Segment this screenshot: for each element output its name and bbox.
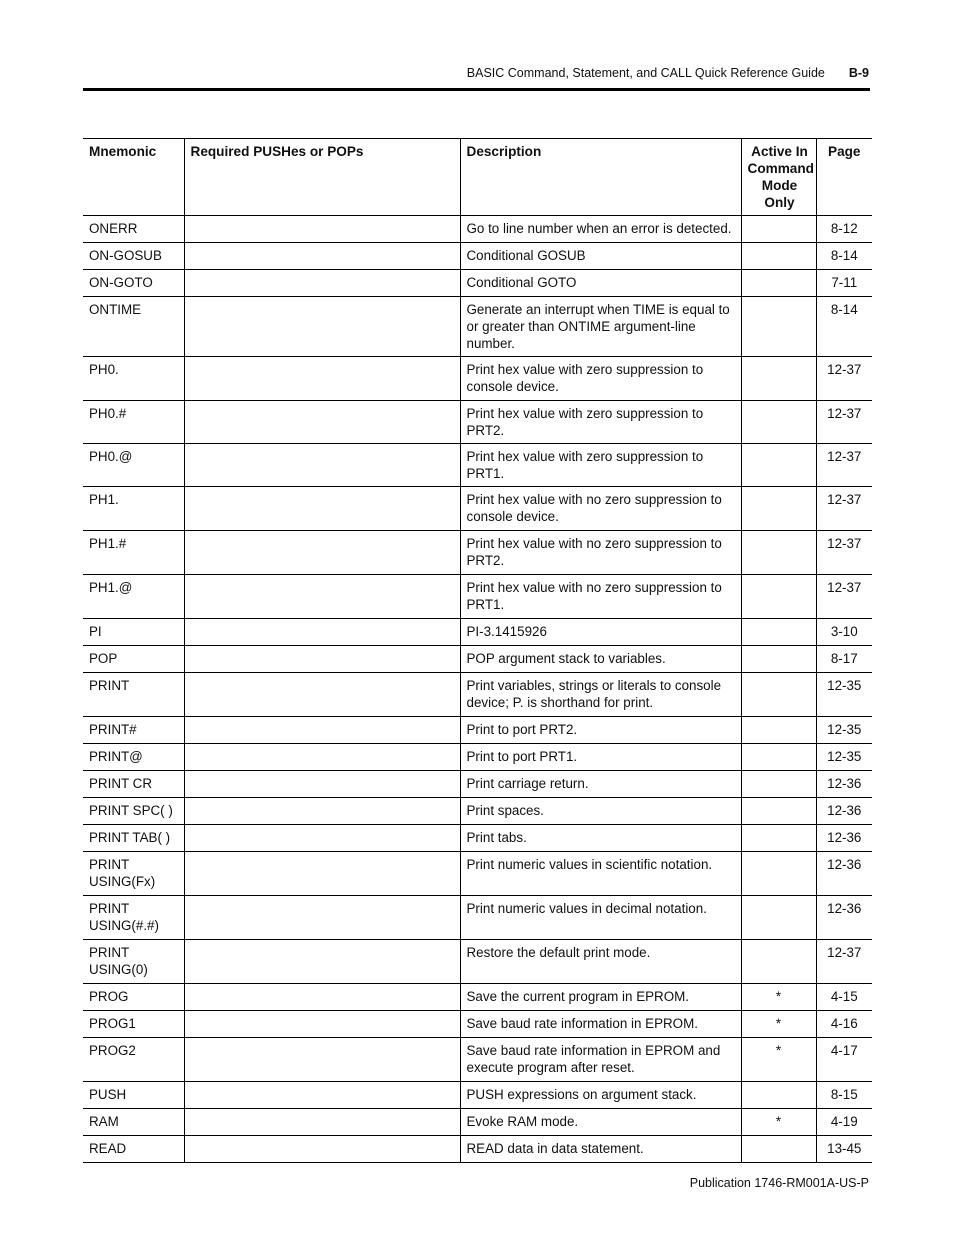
cell-description: Print hex value with no zero suppression to PRT1. [460, 575, 741, 619]
cell-active [741, 717, 816, 744]
cell-description: Print hex value with no zero suppression to PRT2. [460, 531, 741, 575]
cell-description: Print variables, strings or literals to console device; P. is shorthand for print. [460, 673, 741, 717]
cell-mnemonic: PRINT USING(Fx) [83, 852, 184, 896]
cell-description: Print tabs. [460, 825, 741, 852]
cell-active: * [741, 1038, 816, 1082]
cell-page: 12-37 [816, 487, 872, 531]
cell-description: Restore the default print mode. [460, 940, 741, 984]
cell-page: 12-36 [816, 825, 872, 852]
cell-active [741, 575, 816, 619]
cell-page: 12-37 [816, 444, 872, 487]
cell-pushpop [184, 825, 460, 852]
col-header-mnemonic: Mnemonic [83, 139, 184, 216]
cell-page: 4-15 [816, 984, 872, 1011]
cell-pushpop [184, 297, 460, 357]
cell-page: 4-17 [816, 1038, 872, 1082]
cell-pushpop [184, 1136, 460, 1163]
cell-mnemonic: PUSH [83, 1082, 184, 1109]
cell-description: Evoke RAM mode. [460, 1109, 741, 1136]
cell-pushpop [184, 744, 460, 771]
cell-page: 8-14 [816, 243, 872, 270]
cell-description: Print hex value with no zero suppression to console device. [460, 487, 741, 531]
cell-active [741, 297, 816, 357]
cell-mnemonic: ON-GOTO [83, 270, 184, 297]
table-header-row [83, 139, 872, 216]
cell-pushpop [184, 771, 460, 798]
cell-mnemonic: PI [83, 619, 184, 646]
table-row [83, 401, 872, 444]
cell-description: Print hex value with zero suppression to PRT1. [460, 444, 741, 487]
cell-active [741, 444, 816, 487]
cell-pushpop [184, 444, 460, 487]
cell-page: 8-15 [816, 1082, 872, 1109]
header-title: BASIC Command, Statement, and CALL Quick Reference Guide [466, 66, 825, 80]
cell-description: PUSH expressions on argument stack. [460, 1082, 741, 1109]
cell-page: 12-35 [816, 717, 872, 744]
cell-mnemonic: PRINT [83, 673, 184, 717]
cell-active: * [741, 984, 816, 1011]
cell-active [741, 216, 816, 243]
running-header [467, 66, 869, 80]
cell-active [741, 646, 816, 673]
cell-page: 12-36 [816, 896, 872, 940]
col-header-page: Page [816, 139, 872, 216]
cell-page: 12-35 [816, 744, 872, 771]
cell-mnemonic: PRINT# [83, 717, 184, 744]
cell-mnemonic: PH0.@ [83, 444, 184, 487]
cell-pushpop [184, 401, 460, 444]
cell-pushpop [184, 673, 460, 717]
table-row [83, 1082, 872, 1109]
cell-pushpop [184, 575, 460, 619]
cell-description: READ data in data statement. [460, 1136, 741, 1163]
cell-active [741, 1082, 816, 1109]
cell-active: * [741, 1109, 816, 1136]
cell-description: PI-3.1415926 [460, 619, 741, 646]
cell-page: 12-37 [816, 401, 872, 444]
cell-mnemonic: PH1.# [83, 531, 184, 575]
table-row [83, 216, 872, 243]
table-row [83, 1038, 872, 1082]
table-body [83, 216, 872, 1163]
cell-active [741, 825, 816, 852]
cell-active [741, 270, 816, 297]
cell-mnemonic: PRINT USING(0) [83, 940, 184, 984]
cell-active [741, 673, 816, 717]
table-row [83, 270, 872, 297]
table-row [83, 717, 872, 744]
table-row [83, 673, 872, 717]
cell-description: Conditional GOSUB [460, 243, 741, 270]
cell-page: 12-36 [816, 798, 872, 825]
cell-page: 12-36 [816, 852, 872, 896]
table-row [83, 243, 872, 270]
cell-active [741, 243, 816, 270]
cell-page: 12-37 [816, 940, 872, 984]
table-row [83, 771, 872, 798]
cell-description: POP argument stack to variables. [460, 646, 741, 673]
cell-description: Save baud rate information in EPROM. [460, 1011, 741, 1038]
cell-description: Print numeric values in scientific notation. [460, 852, 741, 896]
cell-mnemonic: PROG [83, 984, 184, 1011]
cell-active [741, 896, 816, 940]
cell-pushpop [184, 1011, 460, 1038]
cell-mnemonic: ON-GOSUB [83, 243, 184, 270]
cell-pushpop [184, 1038, 460, 1082]
cell-active [741, 940, 816, 984]
cell-description: Print carriage return. [460, 771, 741, 798]
cell-pushpop [184, 717, 460, 744]
cell-page: 12-37 [816, 531, 872, 575]
cell-page: 7-11 [816, 270, 872, 297]
cell-active [741, 771, 816, 798]
cell-active [741, 798, 816, 825]
cell-description: Go to line number when an error is detected. [460, 216, 741, 243]
cell-mnemonic: PRINT CR [83, 771, 184, 798]
cell-page: 8-17 [816, 646, 872, 673]
cell-active [741, 487, 816, 531]
cell-page: 8-12 [816, 216, 872, 243]
col-header-description: Description [460, 139, 741, 216]
cell-pushpop [184, 940, 460, 984]
cell-page: 4-19 [816, 1109, 872, 1136]
table-row [83, 896, 872, 940]
table-row [83, 531, 872, 575]
cell-pushpop [184, 852, 460, 896]
reference-table [83, 138, 872, 1163]
cell-pushpop [184, 896, 460, 940]
table-row [83, 297, 872, 357]
cell-description: Conditional GOTO [460, 270, 741, 297]
cell-mnemonic: ONERR [83, 216, 184, 243]
cell-description: Print hex value with zero suppression to console device. [460, 357, 741, 401]
cell-pushpop [184, 243, 460, 270]
cell-description: Generate an interrupt when TIME is equal to or greater than ONTIME argument-line number. [460, 297, 741, 357]
cell-mnemonic: PRINT USING(#.#) [83, 896, 184, 940]
cell-page: 8-14 [816, 297, 872, 357]
cell-page: 3-10 [816, 619, 872, 646]
cell-pushpop [184, 531, 460, 575]
cell-page: 12-37 [816, 357, 872, 401]
cell-active [741, 531, 816, 575]
table-row [83, 357, 872, 401]
cell-pushpop [184, 1082, 460, 1109]
cell-pushpop [184, 646, 460, 673]
table-row [83, 940, 872, 984]
header-rule [83, 88, 870, 91]
cell-pushpop [184, 984, 460, 1011]
table-row [83, 984, 872, 1011]
cell-pushpop [184, 487, 460, 531]
cell-active [741, 619, 816, 646]
cell-pushpop [184, 216, 460, 243]
cell-description: Print hex value with zero suppression to PRT2. [460, 401, 741, 444]
cell-mnemonic: PROG2 [83, 1038, 184, 1082]
table-row [83, 1011, 872, 1038]
cell-description: Print spaces. [460, 798, 741, 825]
cell-active [741, 401, 816, 444]
table-row [83, 852, 872, 896]
cell-mnemonic: PRINT SPC( ) [83, 798, 184, 825]
table-row [83, 1109, 872, 1136]
table-row [83, 646, 872, 673]
cell-description: Save the current program in EPROM. [460, 984, 741, 1011]
col-header-active-text: Active In Command Mode Only [747, 144, 814, 210]
section-page-number: B-9 [848, 66, 869, 80]
cell-mnemonic: READ [83, 1136, 184, 1163]
cell-page: 12-37 [816, 575, 872, 619]
cell-active: * [741, 1011, 816, 1038]
cell-active [741, 1136, 816, 1163]
table-row [83, 619, 872, 646]
cell-description: Print numeric values in decimal notation. [460, 896, 741, 940]
cell-mnemonic: PH1. [83, 487, 184, 531]
table-row [83, 487, 872, 531]
table-row [83, 444, 872, 487]
table-row [83, 825, 872, 852]
cell-mnemonic: PRINT TAB( ) [83, 825, 184, 852]
cell-description: Print to port PRT1. [460, 744, 741, 771]
cell-mnemonic: PRINT@ [83, 744, 184, 771]
table-row [83, 798, 872, 825]
cell-page: 12-35 [816, 673, 872, 717]
cell-mnemonic: PH0. [83, 357, 184, 401]
col-header-active [741, 139, 816, 216]
table-row [83, 1136, 872, 1163]
col-header-pushpop: Required PUSHes or POPs [184, 139, 460, 216]
table-row [83, 744, 872, 771]
cell-page: 13-45 [816, 1136, 872, 1163]
cell-mnemonic: POP [83, 646, 184, 673]
cell-page: 12-36 [816, 771, 872, 798]
cell-mnemonic: ONTIME [83, 297, 184, 357]
cell-active [741, 744, 816, 771]
cell-description: Print to port PRT2. [460, 717, 741, 744]
cell-active [741, 357, 816, 401]
cell-mnemonic: RAM [83, 1109, 184, 1136]
cell-page: 4-16 [816, 1011, 872, 1038]
cell-pushpop [184, 357, 460, 401]
cell-pushpop [184, 798, 460, 825]
cell-active [741, 852, 816, 896]
cell-description: Save baud rate information in EPROM and execute program after reset. [460, 1038, 741, 1082]
cell-pushpop [184, 619, 460, 646]
cell-pushpop [184, 270, 460, 297]
cell-mnemonic: PH0.# [83, 401, 184, 444]
publication-footer: Publication 1746-RM001A-US-P [689, 1176, 869, 1190]
table-row [83, 575, 872, 619]
cell-pushpop [184, 1109, 460, 1136]
cell-mnemonic: PROG1 [83, 1011, 184, 1038]
cell-mnemonic: PH1.@ [83, 575, 184, 619]
